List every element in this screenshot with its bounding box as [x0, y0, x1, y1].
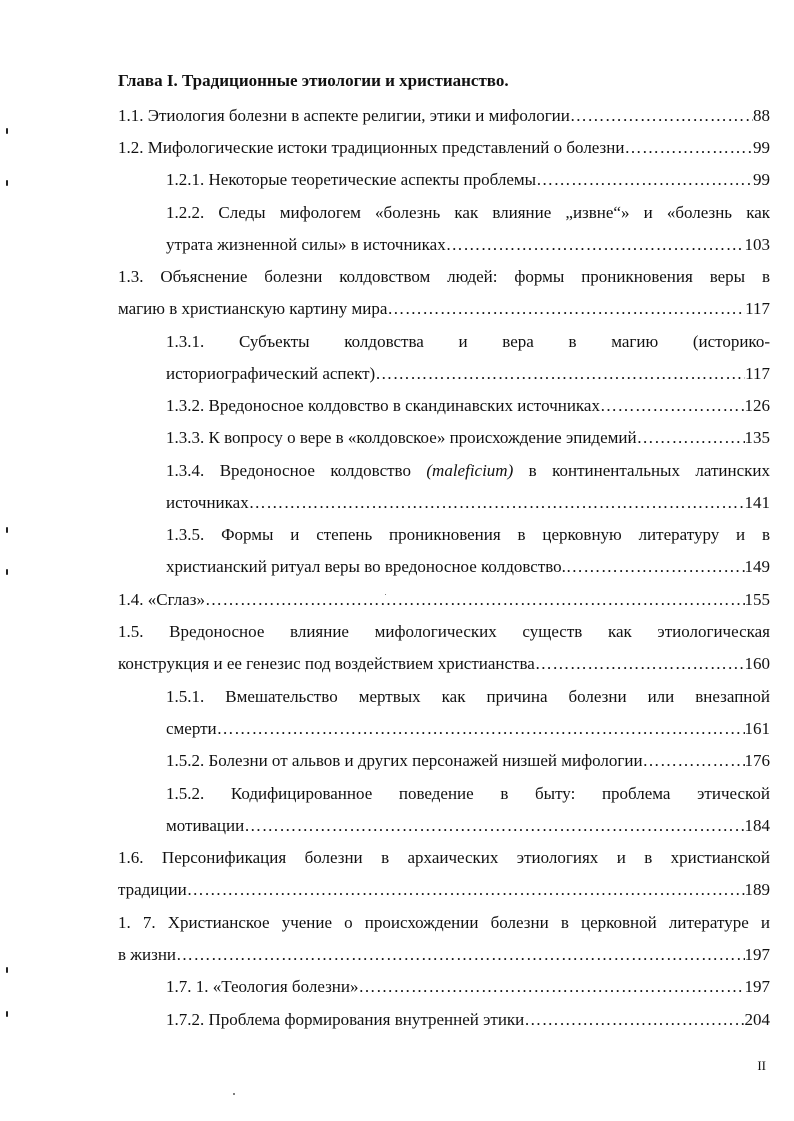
entry-page: 197 [744, 945, 770, 965]
entry-title-line2: мотивации [166, 816, 245, 836]
entry-title: Вредоносное колдовство в скандинавских источниках [208, 396, 600, 415]
entry-title: Этиология болезни в аспекте религии, этики и мифологии [147, 106, 570, 125]
entry-title: «Теология болезни» [212, 977, 359, 996]
entry-number: 1.3.3. [166, 428, 205, 447]
toc-entry-1-5 [118, 616, 770, 681]
toc-entry-1-7-2 [166, 1004, 770, 1036]
toc-entry-1-7 [118, 907, 770, 972]
entry-title-line1: Кодифицированное поведение в быту: проблема этической [230, 784, 770, 803]
entry-page: 141 [744, 493, 770, 513]
leader-dots [600, 390, 745, 422]
entry-page: 197 [744, 977, 770, 996]
entry-title-line2: историографический аспект) [166, 364, 376, 384]
scan-speck [385, 594, 386, 595]
entry-title-line2: магию в христианскую картину мира [118, 299, 388, 319]
entry-number: 1.3. [118, 267, 144, 286]
entry-number: 1.7.2. [166, 1010, 205, 1029]
leader-dots [249, 487, 745, 519]
entry-title-line2: источниках [166, 493, 249, 513]
entry-number: 1.2. [118, 138, 144, 157]
entry-number: 1.5.2. [166, 751, 205, 770]
leader-dots [217, 713, 745, 745]
entry-title-line1: Формы и степень проникновения в церковную литературу и в [221, 525, 770, 544]
leader-dots [536, 164, 753, 196]
entry-number: 1.4. [118, 590, 144, 609]
entry-page: 184 [744, 816, 770, 836]
entry-title-latin-term: (maleficium) [426, 461, 514, 480]
entry-page: 189 [744, 880, 770, 900]
entry-title-line1: Христианское учение о происхождении болезни в церковной литературе и [167, 913, 770, 932]
toc-entry-1-3-2 [166, 390, 770, 422]
toc-entry-1-3-3 [166, 422, 770, 454]
entry-page: 103 [744, 235, 770, 255]
toc-entry-1-6 [118, 842, 770, 907]
entry-page: 155 [744, 590, 770, 609]
toc-entry-1-4 [118, 584, 770, 616]
page-number: II [757, 1058, 766, 1073]
entry-title-line2: христианский ритуал веры во вредоносное колдовство. [166, 557, 566, 577]
leader-dots [244, 810, 744, 842]
entry-number: 1.3.5. [166, 525, 205, 544]
entry-title: Болезни от альвов и других персонажей низшей мифологии [208, 751, 643, 770]
entry-page: 99 [753, 170, 770, 189]
leader-dots [387, 293, 745, 325]
scan-mark [6, 180, 8, 186]
leader-dots [524, 1004, 744, 1036]
toc-entry-1-7-1 [166, 971, 770, 1003]
scan-mark [6, 128, 8, 134]
leader-dots [375, 358, 745, 390]
scan-mark [6, 1011, 8, 1017]
entry-title-line2: утрата жизненной силы» в источниках [166, 235, 446, 255]
entry-number: 1.5.2. [166, 784, 205, 803]
entry-title: К вопросу о вере в «колдовское» происхождение эпидемий [208, 428, 637, 447]
leader-dots [359, 971, 745, 1003]
entry-page: 176 [744, 751, 770, 770]
entry-title-line1: Персонификация болезни в архаических этиологиях и в христианской [161, 848, 770, 867]
entry-title: Мифологические истоки традиционных представлений о болезни [147, 138, 625, 157]
entry-title-line1: Объяснение болезни колдовством людей: формы проникновения веры в [160, 267, 770, 286]
leader-dots [205, 584, 745, 616]
entry-number: 1.2.1. [166, 170, 205, 189]
entry-title-line1: Вмешательство мертвых как причина болезни или внезапной [225, 687, 770, 706]
leader-dots [535, 648, 745, 680]
entry-title: Некоторые теоретические аспекты проблемы [208, 170, 537, 189]
entry-page: 135 [744, 428, 770, 447]
leader-dots [624, 132, 753, 164]
toc-entry-1-3 [118, 261, 770, 326]
toc-entry-1-2 [118, 132, 770, 164]
leader-dots [446, 229, 745, 261]
entry-number: 1. 7. [118, 913, 156, 932]
leader-dots [570, 100, 753, 132]
toc-entry-1-2-2 [166, 197, 770, 262]
entry-page: 160 [744, 654, 770, 674]
entry-title: Проблема формирования внутренней этики [208, 1010, 525, 1029]
toc-entry-1-3-1 [166, 326, 770, 391]
entry-title-line2: смерти [166, 719, 217, 739]
leader-dots [566, 551, 745, 583]
leader-dots [637, 422, 745, 454]
leader-dots [643, 745, 745, 777]
entry-number: 1.2.2. [166, 203, 205, 222]
scan-mark [6, 967, 8, 973]
toc-entry-1-3-5 [166, 519, 770, 584]
entry-number: 1.6. [118, 848, 144, 867]
entry-number: 1.3.2. [166, 396, 205, 415]
entry-page: 204 [744, 1010, 770, 1029]
entry-title-line1: Следы мифологем «болезнь как влияние „извне“» и «болезнь как [218, 203, 770, 222]
scan-mark [6, 569, 8, 575]
entry-page: 88 [753, 106, 770, 125]
entry-title-line2: традиции [118, 880, 187, 900]
entry-number: 1.3.1. [166, 332, 205, 351]
entry-title-line1: Вредоносное влияние мифологических существ как этиологическая [169, 622, 770, 641]
entry-title-line1: Субъекты колдовства и вера в магию (историко- [238, 332, 770, 351]
toc-entry-1-5-2 [166, 745, 770, 777]
entry-title: «Сглаз» [147, 590, 205, 609]
entry-title-line2: в жизни [118, 945, 177, 965]
entry-title-line1-cont: в континентальных латинских [513, 461, 770, 480]
scan-mark [6, 527, 8, 533]
toc-entry-1-2-1 [166, 164, 770, 196]
entry-title-line1: Вредоносное колдовство [219, 461, 427, 480]
entry-number: 1.5.1. [166, 687, 205, 706]
entry-page: 161 [744, 719, 770, 739]
toc-entry-1-5-2-b [166, 778, 770, 843]
leader-dots [187, 874, 745, 906]
toc-entry-1-3-4 [166, 455, 770, 520]
entry-number: 1.1. [118, 106, 144, 125]
chapter-title: Глава I. Традиционные этиологии и христианство. [118, 71, 509, 90]
entry-title-line2: конструкция и ее генезис под воздействием христианства [118, 654, 535, 674]
toc-entry-1-1 [118, 100, 770, 132]
entry-number: 1.5. [118, 622, 144, 641]
leader-dots [176, 939, 744, 971]
entry-page: 117 [745, 299, 770, 319]
entry-page: 99 [753, 138, 770, 157]
entry-number: 1.7. 1. [166, 977, 209, 996]
entry-page: 117 [745, 364, 770, 384]
entry-page: 149 [744, 557, 770, 577]
scan-speck [233, 1093, 235, 1095]
toc-entry-1-5-1 [166, 681, 770, 746]
entry-page: 126 [744, 396, 770, 415]
entry-number: 1.3.4. [166, 461, 205, 480]
